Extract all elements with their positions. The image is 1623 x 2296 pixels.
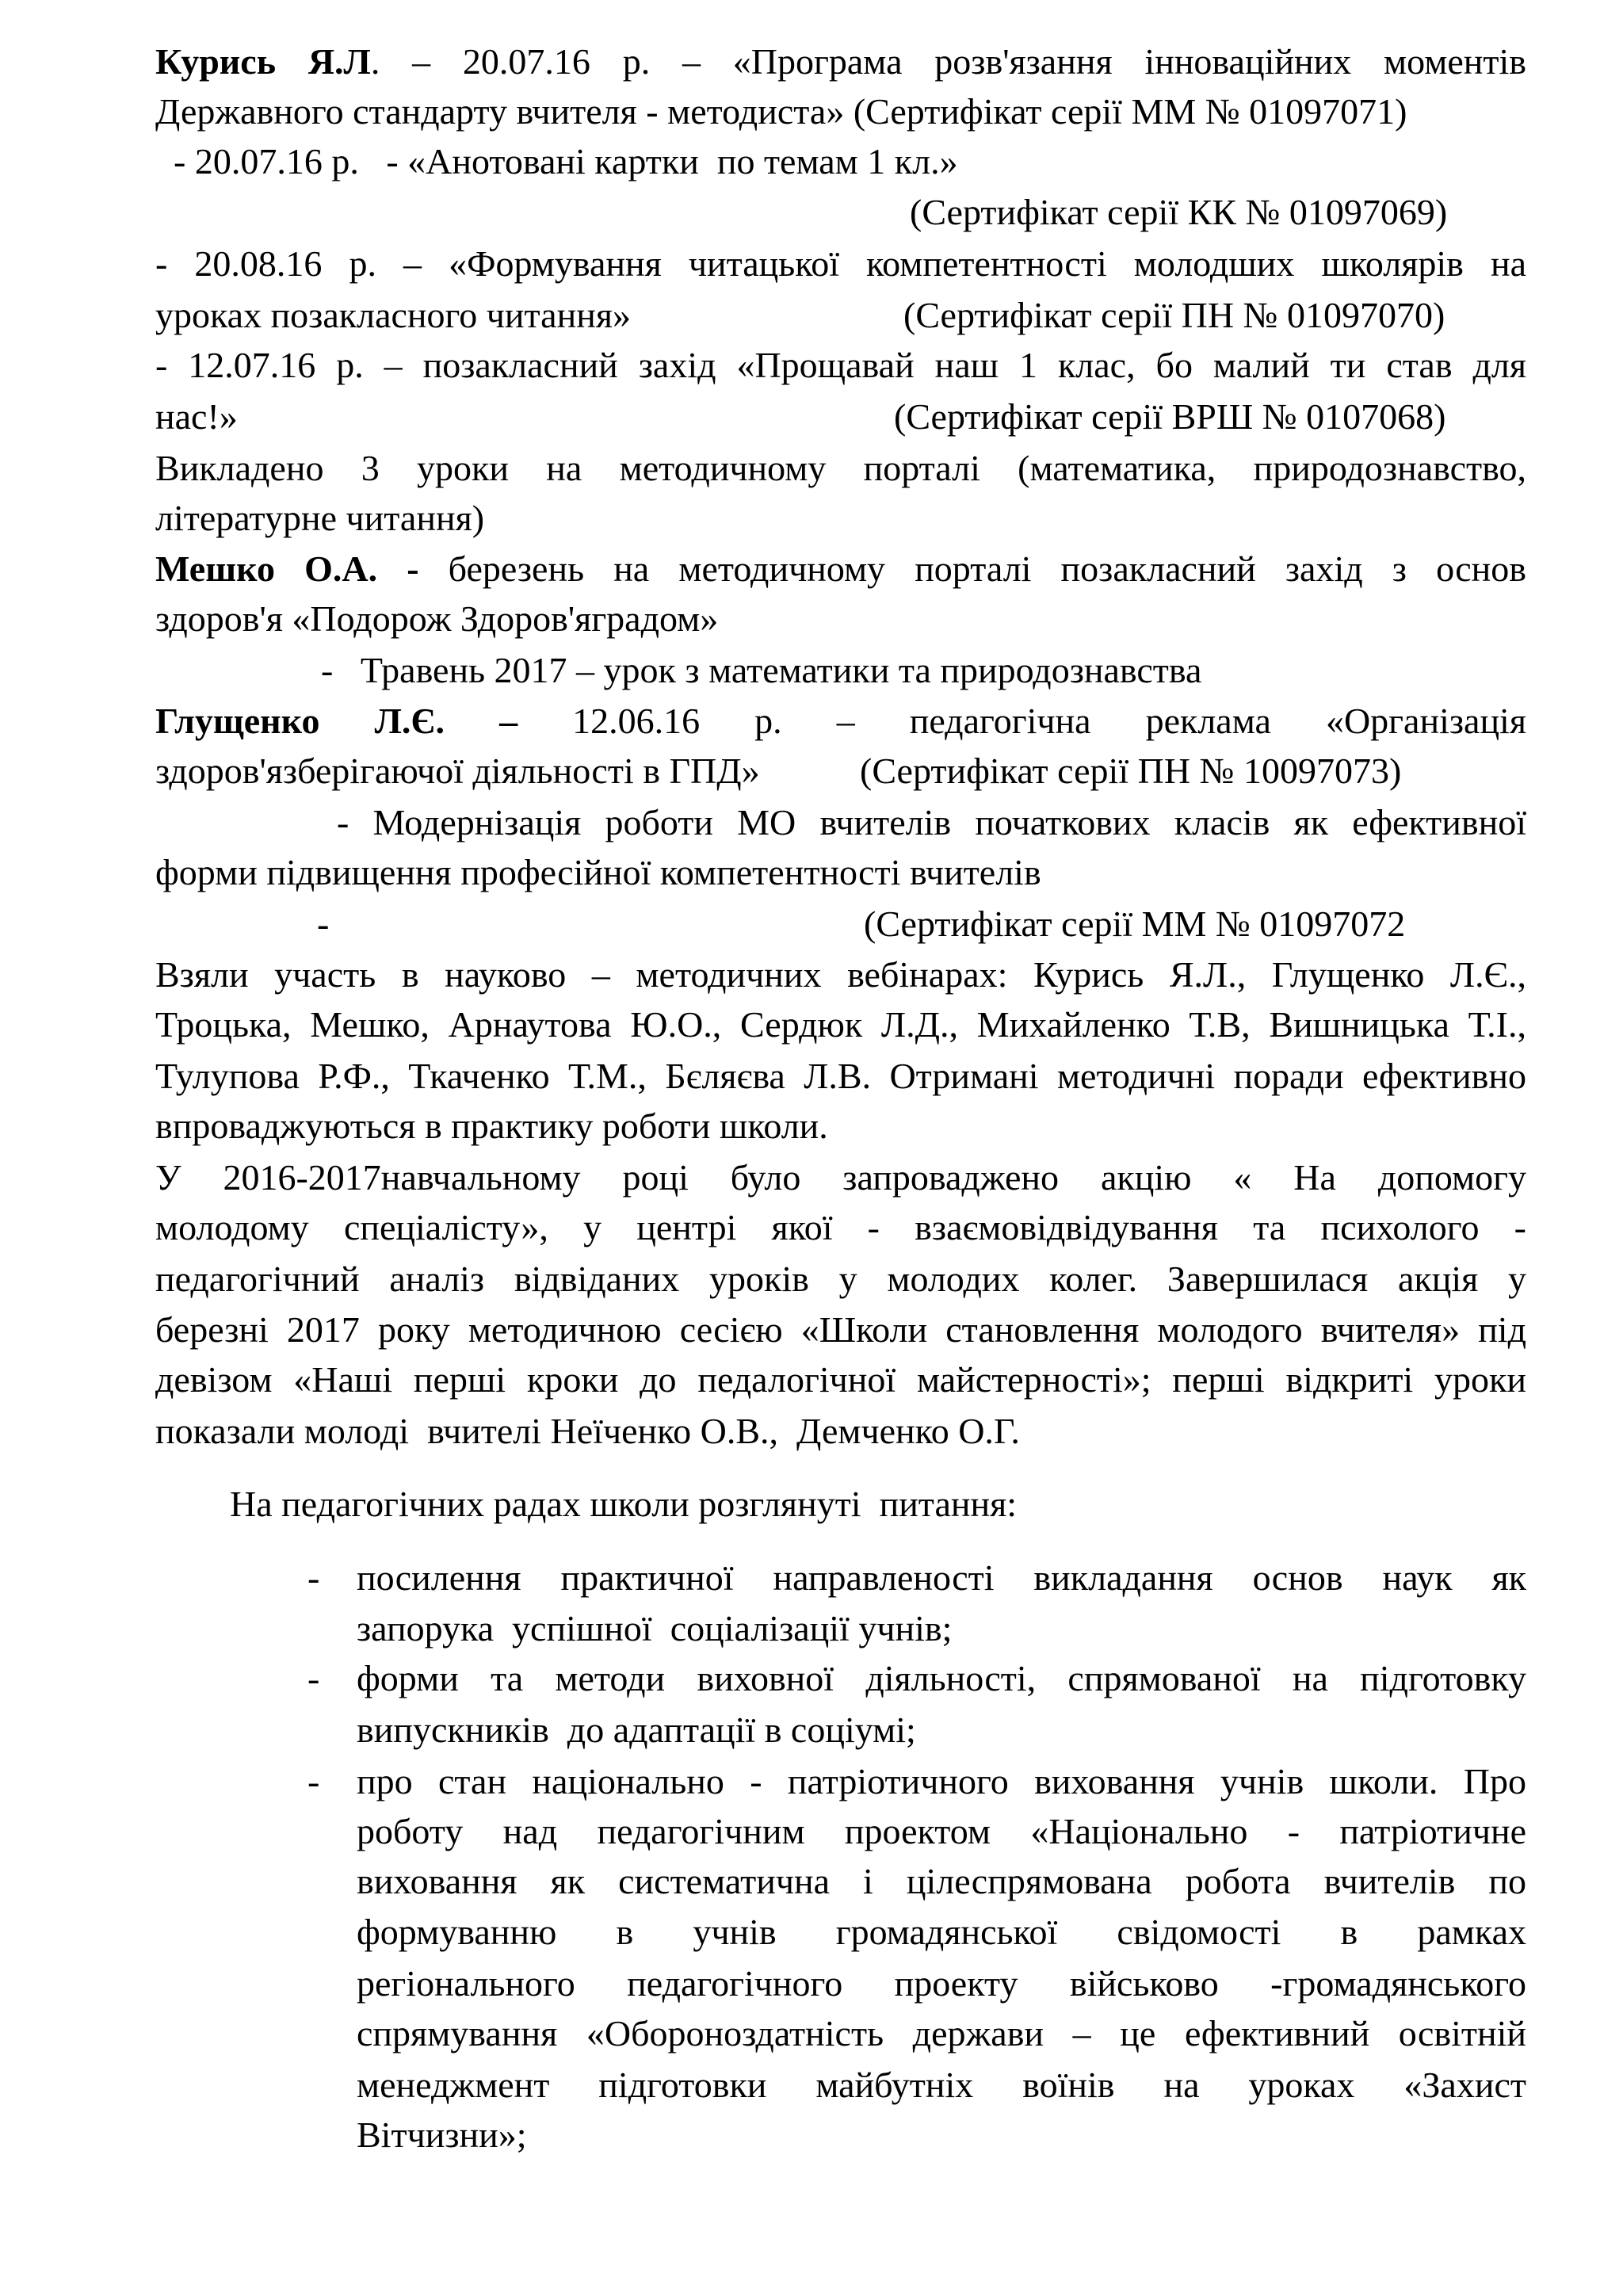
certificate-ref: (Сертифікат серії ВРШ № 0107068) [894, 396, 1446, 437]
list-bullet: - [307, 1557, 320, 1598]
certificate-ref: (Сертифікат серії ММ № 01097072 [864, 904, 1406, 944]
list-item-line: формуванню в учнів громадянської свідомості в рамках [357, 1912, 1526, 1952]
text-line: нас!» [155, 396, 238, 437]
text-line: показали молоді вчителі Неїченко О.В., Демченко О.Г. [155, 1411, 1020, 1451]
text-line: - [317, 904, 330, 944]
list-bullet: - [307, 1658, 320, 1698]
text-line: молодому спеціалісту», у центрі якої - взаємовідвідування та психолого - [155, 1207, 1526, 1247]
text-line: впроваджуються в практику роботи школи. [155, 1106, 828, 1146]
list-bullet: - [307, 1761, 320, 1801]
text-line: - 12.07.16 р. – позакласний захід «Прощавай наш 1 клас, бо малий ти став для [155, 345, 1526, 385]
text-line: педагогічний аналіз відвіданих уроків у молодих колег. Завершилася акція у [155, 1259, 1526, 1299]
text-line: - 20.08.16 р. – «Формування читацької компетентності молодших школярів на [155, 243, 1526, 284]
text-segment: 12.06.16 р. – педагогічна реклама «Організація [517, 701, 1526, 741]
text-line: девізом «Наші перші кроки до педалогічної майстерності»; перші відкриті уроки [155, 1359, 1526, 1400]
text-line: - Модернізація роботи МО вчителів початкових класів як ефективної [337, 802, 1526, 842]
text-line [155, 547, 1526, 591]
text-line: Взяли участь в науково – методичних вебінарах: Курись Я.Л., Глущенко Л.Є., [155, 954, 1526, 995]
text-line: березні 2017 року методичною сесією «Школи становлення молодого вчителя» під [155, 1309, 1526, 1350]
text-line: - Травень 2017 – урок з математики та природознавства [321, 650, 1202, 690]
teacher-name: Глущенко Л.Є. – [155, 701, 518, 741]
list-item-line: посилення практичної направленості викладання основ наук як [357, 1557, 1526, 1598]
section-intro: На педагогічних радах школи розглянуті питання: [230, 1484, 1018, 1524]
text-line [155, 699, 1526, 743]
teacher-name: Курись Я.Л [155, 41, 371, 82]
text-line: уроках позакласного читання» [155, 295, 631, 335]
list-item-line: менеджмент підготовки майбутніх воїнів на уроках «Захист [357, 2065, 1526, 2105]
text-segment: . – 20.07.16 р. – «Програма розв'язання інноваційних моментів [370, 41, 1526, 82]
teacher-name: Мешко О.А. - [155, 548, 419, 589]
list-item-line: Вітчизни»; [357, 2115, 527, 2155]
text-line [155, 40, 1526, 84]
text-line: форми підвищення професійної компетентності вчителів [155, 852, 1041, 892]
certificate-ref: (Сертифікат серії ПН № 01097070) [903, 295, 1445, 335]
text-line: Державного стандарту вчителя - методиста» (Сертифікат серії ММ № 01097071) [155, 91, 1407, 132]
text-line: Викладено 3 уроки на методичному порталі (математика, природознавство, [155, 448, 1526, 488]
list-item-line: роботу над педагогічним проектом «Національно - патріотичне [357, 1811, 1526, 1851]
list-item-line: виховання як систематична і цілеспрямована робота вчителів по [357, 1861, 1526, 1901]
text-line: здоров'я «Подорож Здоров'яградом» [155, 598, 719, 639]
text-line: здоров'язберігаючої діяльності в ГПД» [155, 751, 760, 791]
certificate-ref: (Сертифікат серії ПН № 10097073) [860, 751, 1402, 791]
list-item-line: регіонального педагогічного проекту військово -громадянського [357, 1963, 1526, 2004]
text-line: - 20.07.16 р. - «Анотовані картки по темам 1 кл.» [155, 141, 958, 181]
text-line: Троцька, Мешко, Арнаутова Ю.О., Сердюк Л.Д., Михайленко Т.В, Вишницька Т.І., [155, 1004, 1526, 1045]
list-item-line: випускників до адаптації в соціумі; [357, 1710, 916, 1750]
list-item-line: форми та методи виховної діяльності, спрямованої на підготовку [357, 1658, 1526, 1698]
text-segment: березень на методичному порталі позакласний захід з основ [418, 548, 1526, 589]
text-line: У 2016-2017навчальному році було запроваджено акцію « На допомогу [155, 1157, 1526, 1198]
text-line: Тулупова Р.Ф., Ткаченко Т.М., Бєляєва Л.В. Отримані методичні поради ефективно [155, 1056, 1526, 1096]
list-item-line: спрямування «Обороноздатність держави – це ефективний освітній [357, 2013, 1526, 2053]
list-item-line: про стан національно - патріотичного виховання учнів школи. Про [357, 1761, 1526, 1801]
list-item-line: запорука успішної соціалізації учнів; [357, 1608, 953, 1648]
text-line: літературне читання) [155, 498, 485, 538]
certificate-ref: (Сертифікат серії КК № 01097069) [910, 192, 1448, 232]
